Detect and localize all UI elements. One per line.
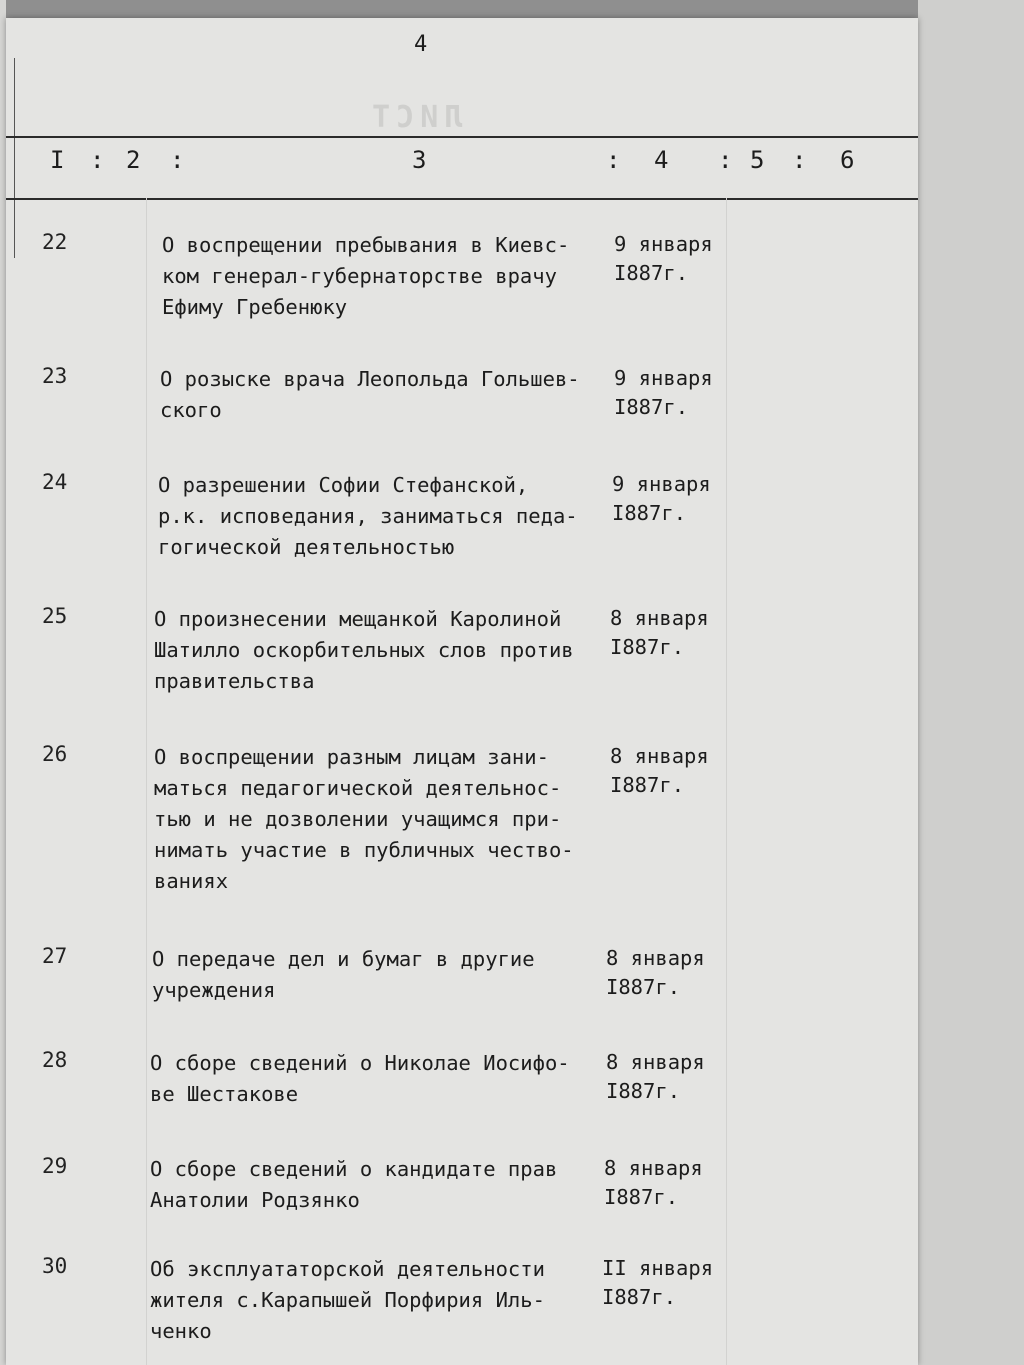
row-date: II января I887г.	[602, 1256, 714, 1309]
header-col-5: 5	[750, 146, 765, 174]
row-number: 22	[42, 230, 68, 254]
row-number: 28	[42, 1048, 68, 1072]
row-date: 8 января I887г.	[606, 1050, 705, 1103]
header-sep: :	[606, 146, 621, 174]
header-bottom-rule	[6, 198, 918, 200]
row-number: 23	[42, 364, 68, 388]
header-sep: :	[90, 146, 105, 174]
row-date: 8 января I887г.	[604, 1156, 703, 1209]
bleed-through-title: ЛИСТ	[366, 100, 463, 135]
row-title: О сборе сведений о кандидате прав Анатолии Родзянко	[150, 1157, 558, 1212]
row-title: О воспрещении пребывания в Киевс- ком генерал-губернаторстве врачу Ефиму Гребенюку	[162, 233, 570, 319]
row-title: О сборе сведений о Николае Иосифо- ве Шестакове	[150, 1051, 570, 1106]
row-number: 24	[42, 470, 68, 494]
row-number: 25	[42, 604, 68, 628]
header-col-6: 6	[840, 146, 855, 174]
row-number: 26	[42, 742, 68, 766]
row-number: 27	[42, 944, 68, 968]
header-sep: :	[792, 146, 807, 174]
row-date: 8 января I887г.	[610, 606, 709, 659]
row-number: 30	[42, 1254, 68, 1278]
row-title: О розыске врача Леопольда Гольшев- ского	[160, 367, 580, 422]
header-col-4: 4	[654, 146, 669, 174]
row-date: 9 января I887г.	[614, 232, 713, 285]
row-date: 8 января I887г.	[610, 744, 709, 797]
header-top-rule	[6, 136, 918, 138]
document-page	[6, 18, 918, 1365]
margin-fragment	[6, 58, 15, 258]
header-col-1: I	[50, 146, 65, 174]
row-title: Об эксплуататорской деятельности жителя с.Карапышей Порфирия Иль- ченко	[150, 1257, 545, 1343]
header-sep: :	[718, 146, 733, 174]
row-date: 9 января I887г.	[612, 472, 711, 525]
background-surface	[918, 0, 1024, 1365]
row-number: 29	[42, 1154, 68, 1178]
header-sep: :	[170, 146, 185, 174]
column-guide	[146, 198, 147, 1365]
row-title: О разрешении Софии Стефанской, р.к. исповедания, заниматься педа- гогической деятельностью	[158, 473, 578, 559]
row-title: О воспрещении разным лицам зани- маться педагогической деятельнос- тью и не дозволении учащимся при- нимать участие в публичных чество- ваниях	[154, 745, 574, 893]
row-title: О произнесении мещанкой Каролиной Шатилло оскорбительных слов против правительства	[154, 607, 574, 693]
header-col-3: 3	[412, 146, 427, 174]
row-title: О передаче дел и бумаг в другие учреждения	[152, 947, 535, 1002]
page-number: 4	[414, 32, 428, 57]
header-col-2: 2	[126, 146, 141, 174]
row-date: 9 января I887г.	[614, 366, 713, 419]
row-date: 8 января I887г.	[606, 946, 705, 999]
